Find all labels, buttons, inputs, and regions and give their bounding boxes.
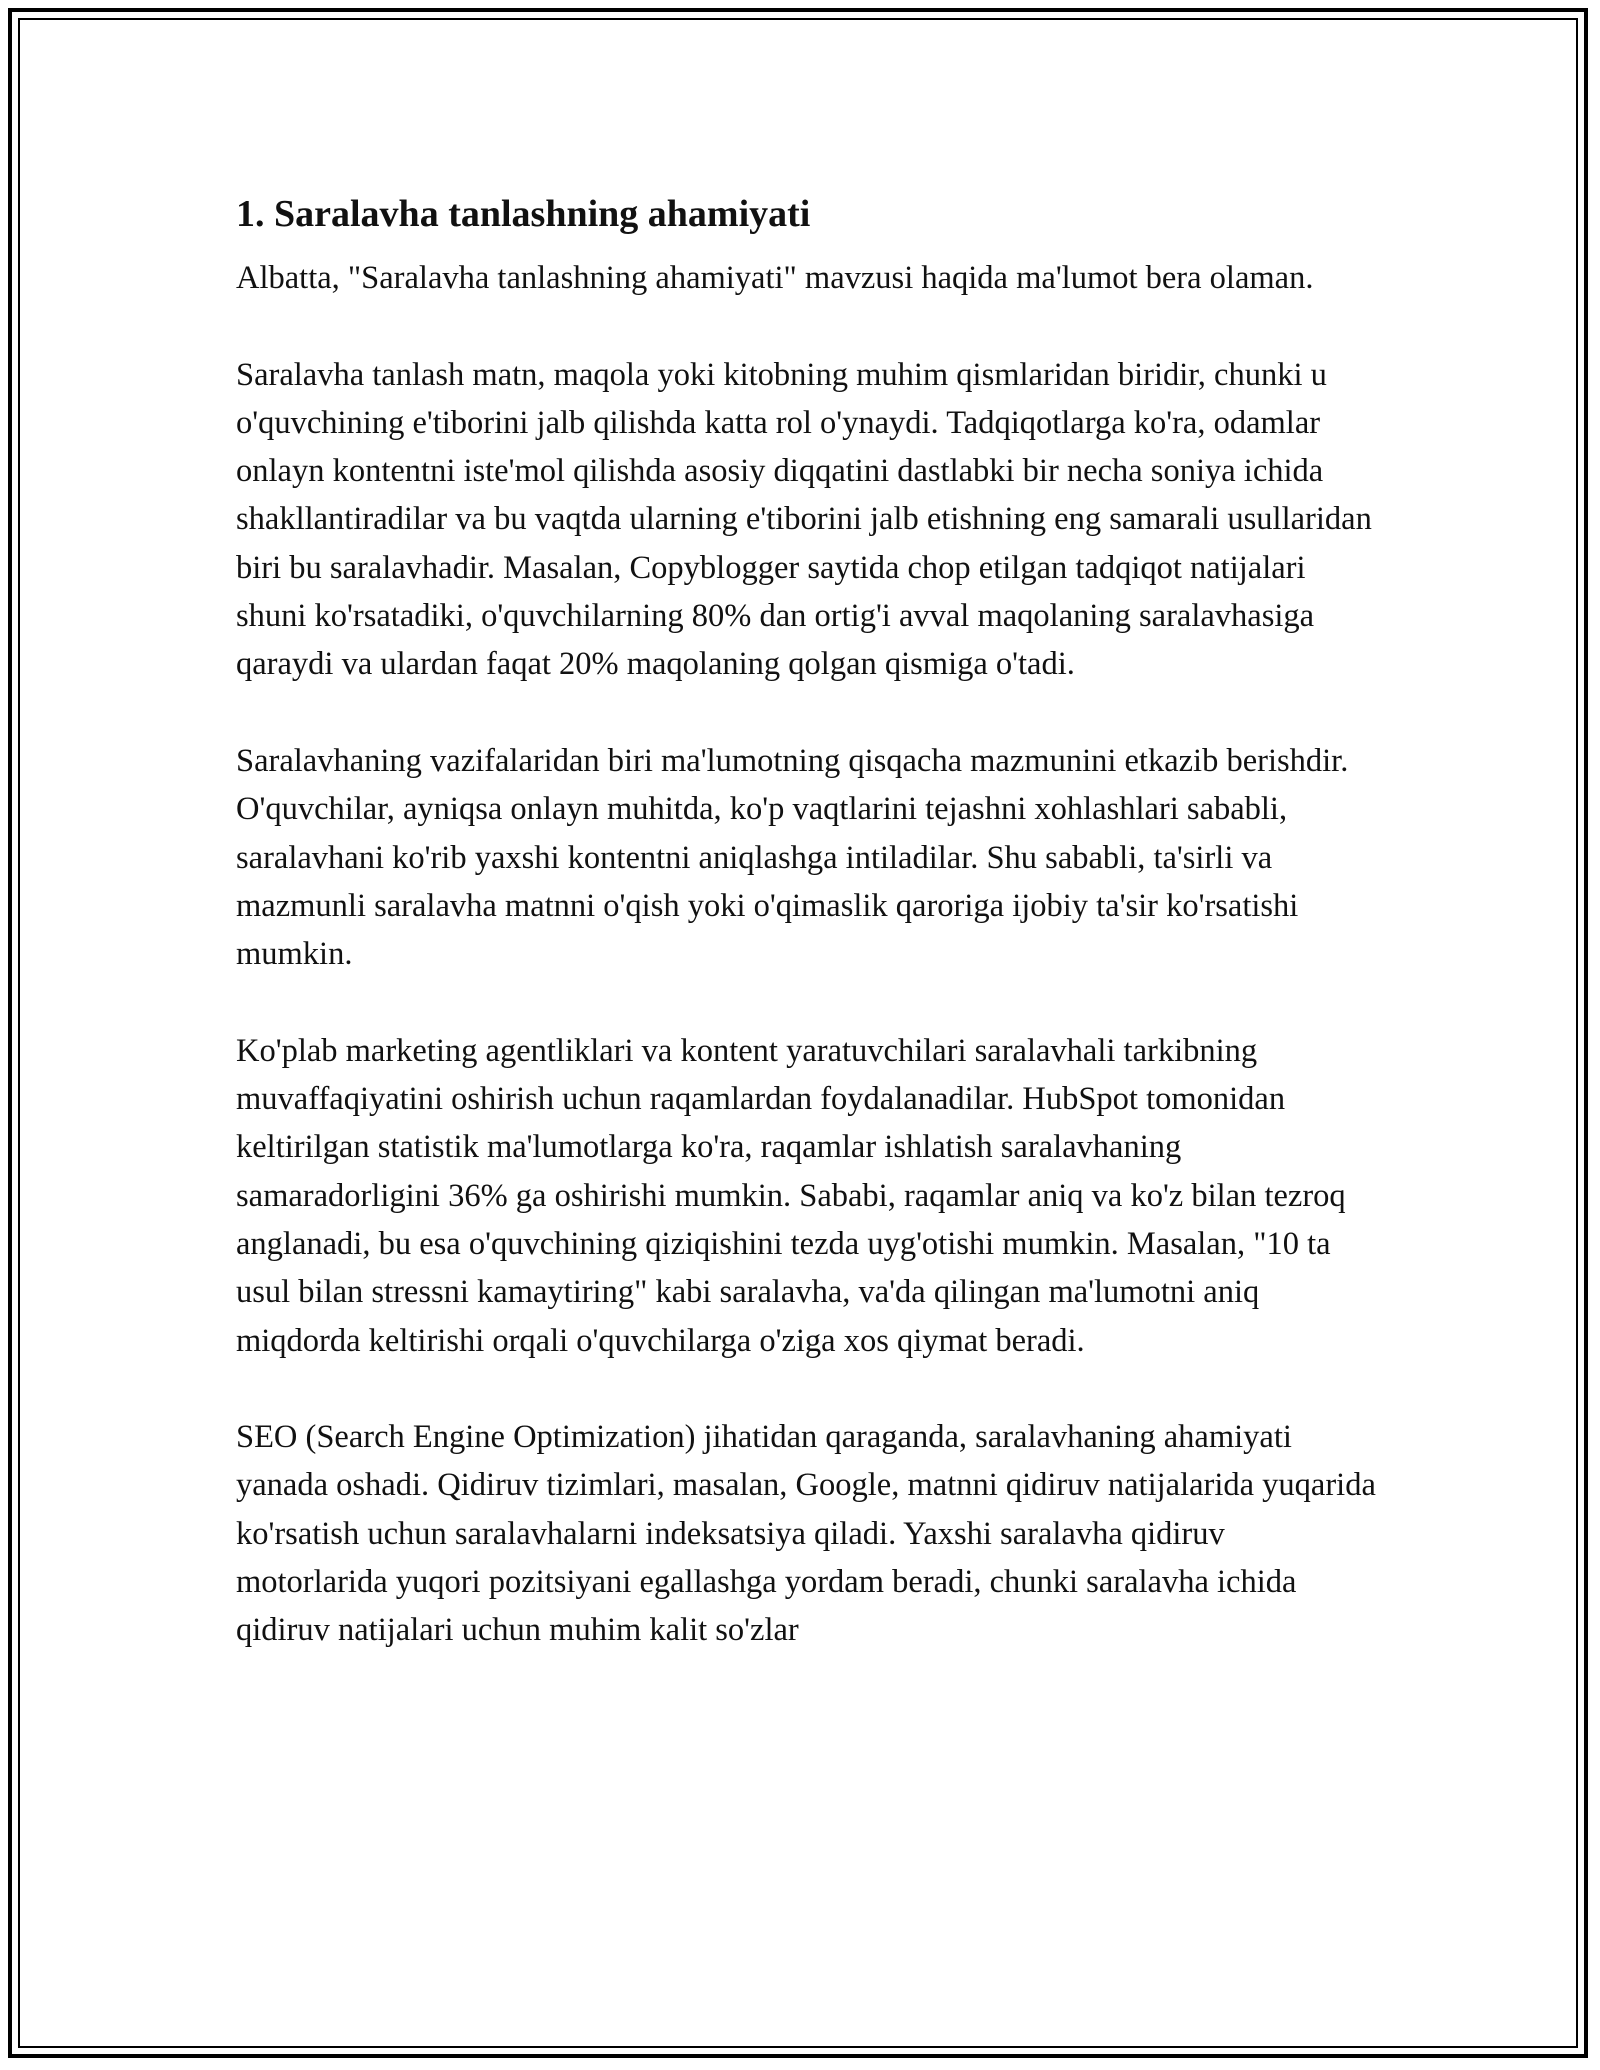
section-heading: 1. Saralavha tanlashning ahamiyati xyxy=(236,193,811,235)
paragraph-numbers: Ko'plab marketing agentliklari va kontent yaratuvchilari saralavhali tarkibning muvaffaqiyatini oshirish uchun raqamlardan foydalanadilar. HubSpot tomonidan keltirilgan statistik ma'lumotlarga ko'ra, raqamlar ishlatish saralavhaning samaradorligini 36% ga oshirishi mumkin. Sababi, raqamlar aniq va ko'z bilan tezroq anglanadi, bu esa o'quvchining qiziqishini tezda uyg'otishi mumkin. Masalan, "10 ta usul bilan stressni kamaytiring" kabi saralavha, va'da qilingan ma'lumotni aniq miqdorda keltirishi orqali o'quvchilarga o'ziga xos qiymat beradi. xyxy=(236,1032,1346,1359)
paragraph-attention: Saralavha tanlash matn, maqola yoki kitobning muhim qismlaridan biridir, chunki u o'quvchining e'tiborini jalb qilishda katta rol o'ynaydi. Tadqiqotlarga ko'ra, odamlar onlayn kontentni iste'mol qilishda asosiy diqqatini dastlabki bir necha soniya ichida shakllantiradilar va bu vaqtda ularning e'tiborini jalb etishning eng samarali usullaridan biri bu saralavhadir. Masalan, Copyblogger saytida chop etilgan tadqiqot natijalari shuni ko'rsatadiki, o'quvchilarning 80% dan ortig'i avval maqolaning saralavhasiga qaraydi va ulardan faqat 20% maqolaning qolgan qismiga o'tadi. xyxy=(236,356,1372,683)
paragraph-seo: SEO (Search Engine Optimization) jihatidan qaraganda, saralavhaning ahamiyati yanada oshadi. Qidiruv tizimlari, masalan, Google, matnni qidiruv natijalarida yuqarida ko'rsatish uchun saralavhalarni indeksatsiya qiladi. Yaxshi saralavha qidiruv motorlarida yuqori pozitsiyani egallashga yordam beradi, chunki saralavha ichida qidiruv natijalari uchun muhim kalit so'zlar xyxy=(236,1419,1376,1649)
paragraph-summary: Saralavhaning vazifalaridan biri ma'lumotning qisqacha mazmunini etkazib berishdir. O'quvchilar, ayniqsa onlayn muhitda, ko'p vaqtlarini tejashni xohlashlari sababli, saralavhani ko'rib yaxshi kontentni aniqlashga intiladilar. Shu sababli, ta'sirli va mazmunli saralavha matnni o'qish yoki o'qimaslik qaroriga ijobiy ta'sir ko'rsatishi mumkin. xyxy=(236,742,1349,973)
document-body xyxy=(236,186,1376,1703)
paragraph-intro: Albatta, "Saralavha tanlashning ahamiyati" mavzusi haqida ma'lumot bera olaman. xyxy=(236,260,1314,296)
